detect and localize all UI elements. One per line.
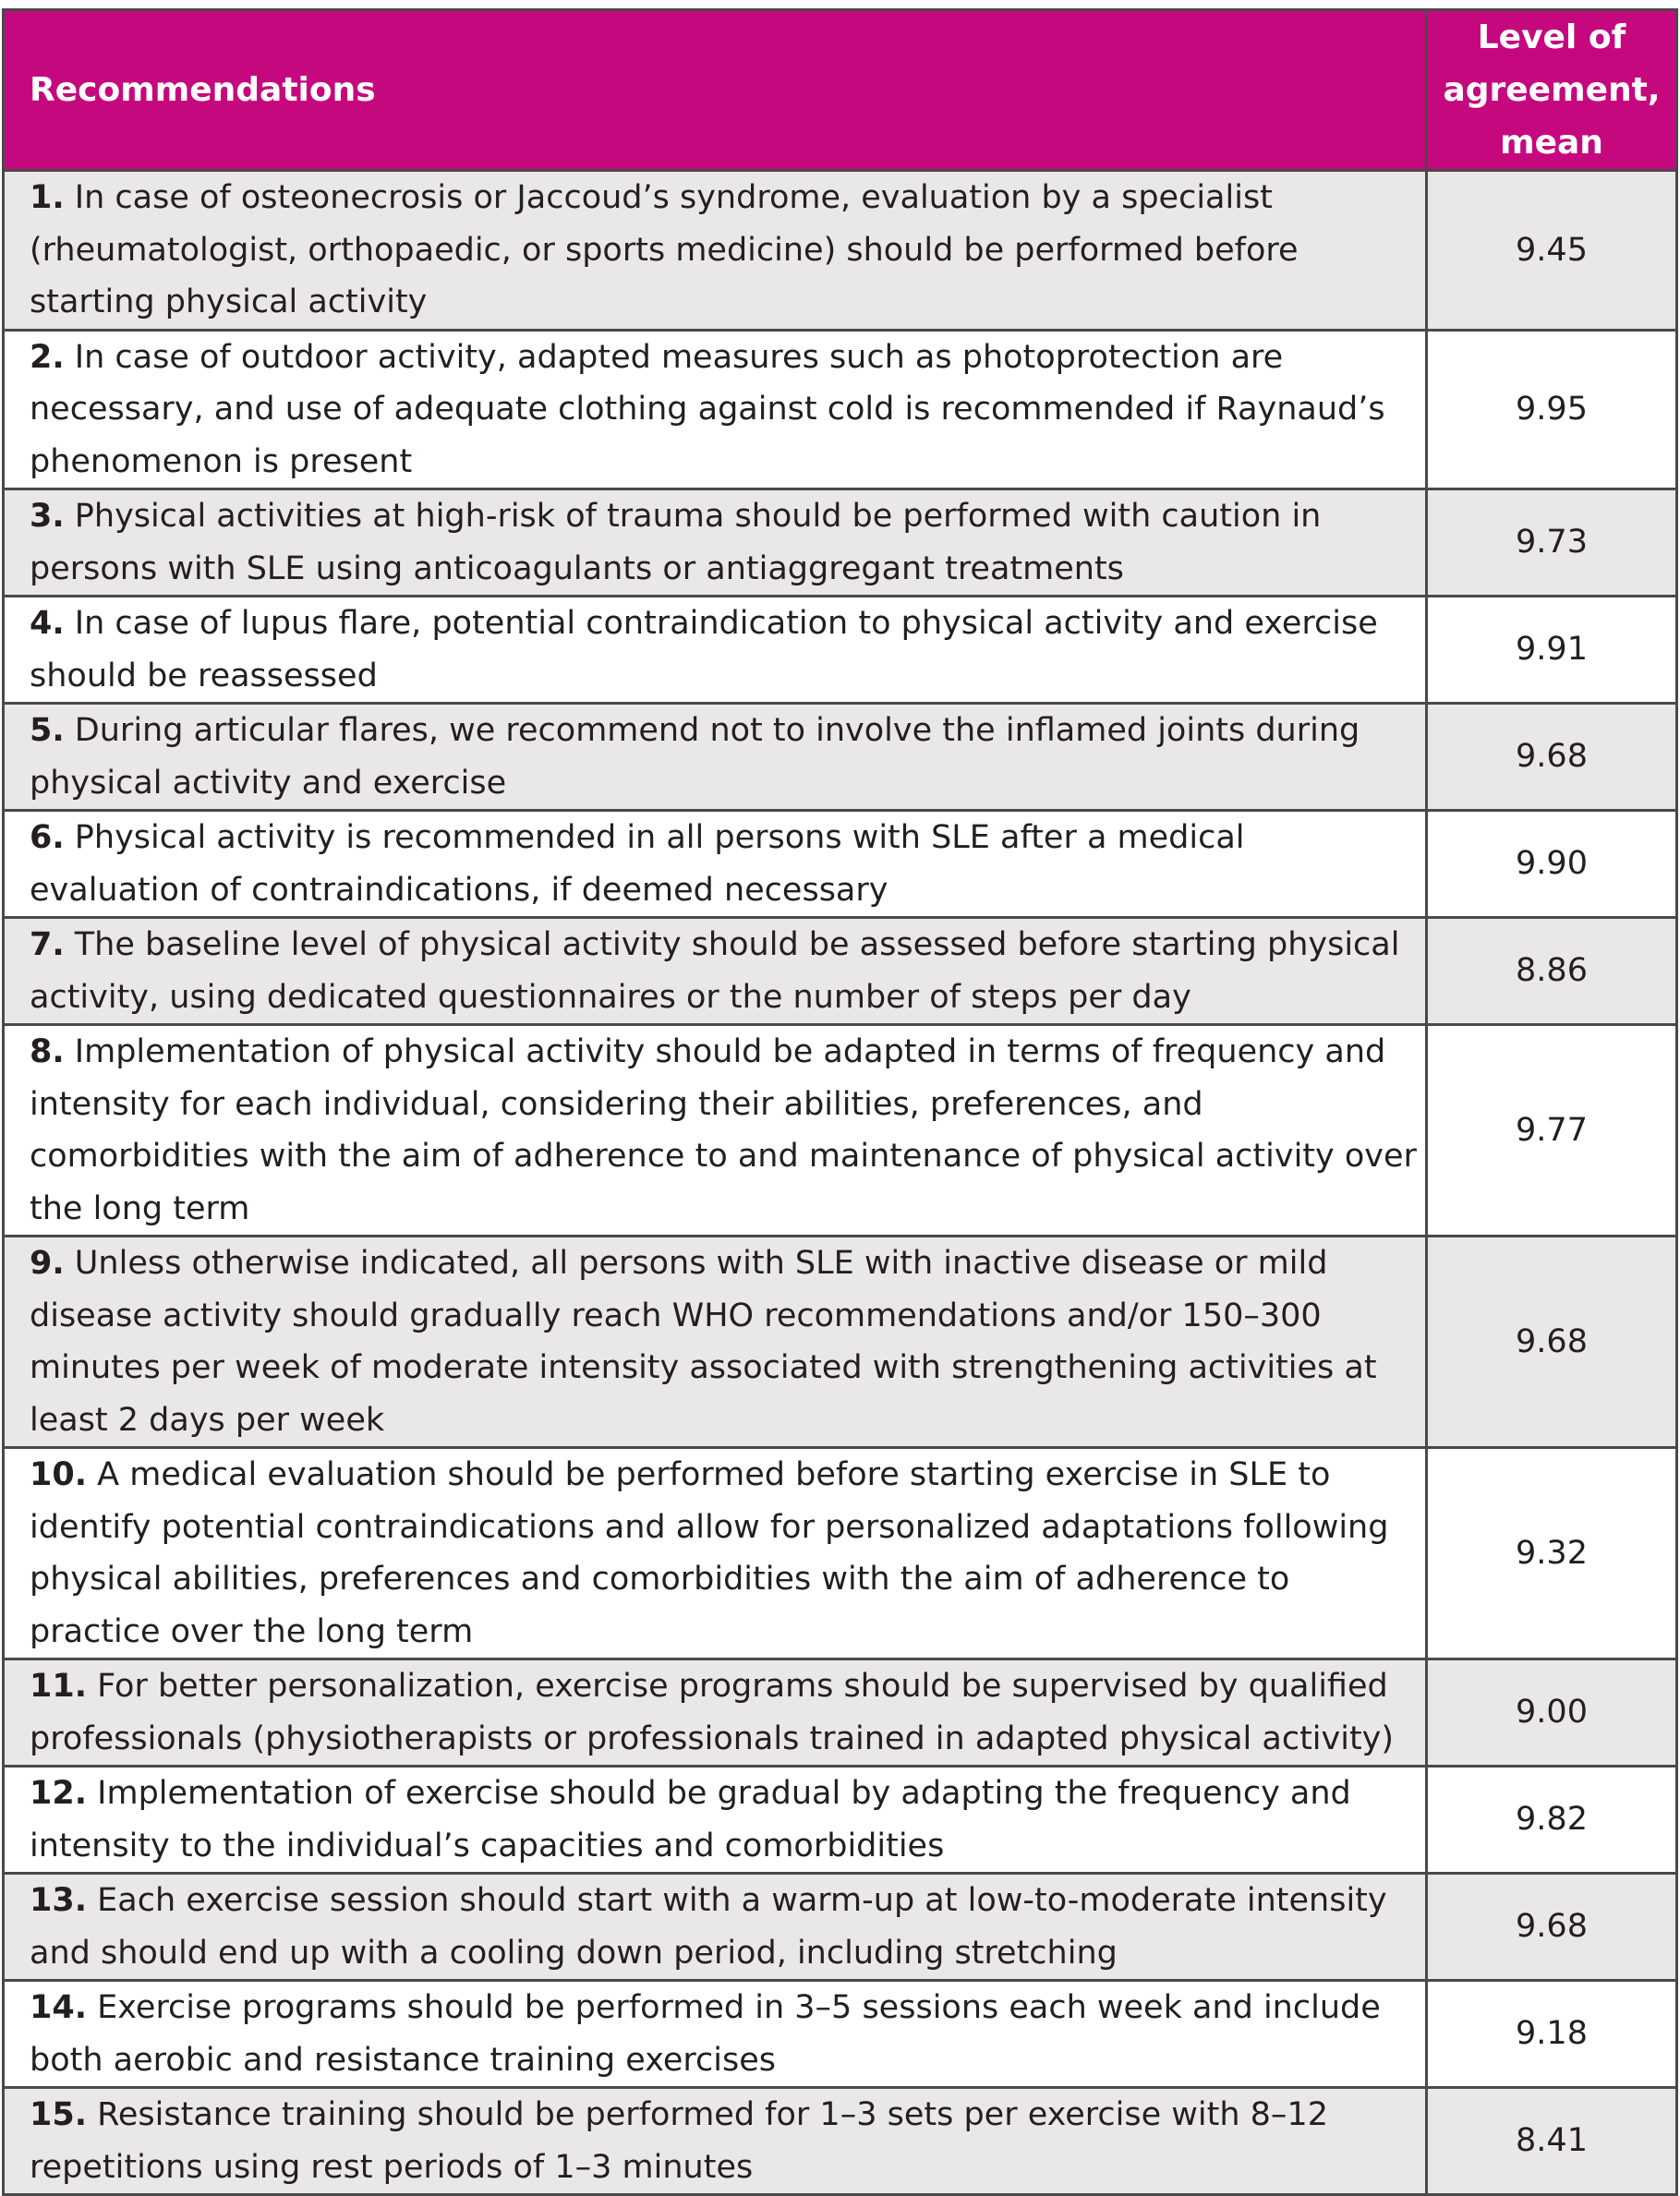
recommendation-number: 14. <box>30 1989 88 2026</box>
table-row <box>4 811 1677 918</box>
table-row <box>4 1448 1677 1659</box>
agreement-value: 9.82 <box>1427 1767 1677 1874</box>
recommendation-text: During articular flares, we recommend not to involve the inflamed joints during physical activity and exercise <box>30 712 1360 802</box>
recommendation-cell <box>4 1981 1427 2088</box>
agreement-value: 9.45 <box>1427 171 1677 331</box>
agreement-value: 8.86 <box>1427 918 1677 1025</box>
recommendation-number: 7. <box>30 926 65 963</box>
agreement-value: 9.77 <box>1427 1025 1677 1237</box>
recommendation-number: 1. <box>30 179 65 216</box>
recommendation-text: Unless otherwise indicated, all persons with SLE with inactive disease or mild disease activity should gradually reach WHO recommendations and/or 150–300 minutes per week of moderate intensity associated with strengthening activities at least 2 days per week <box>30 1245 1377 1439</box>
table-body <box>4 171 1677 2195</box>
recommendation-number: 10. <box>30 1456 88 1493</box>
recommendation-cell <box>4 489 1427 597</box>
recommendation-cell <box>4 1874 1427 1981</box>
recommendation-text: The baseline level of physical activity should be assessed before starting physical activity, using dedicated questionnaires or the number of steps per day <box>30 926 1400 1016</box>
recommendation-text: A medical evaluation should be performed before starting exercise in SLE to identify potential contraindications and allow for personalized adaptations following physical abilities, preferences and comorbidities with the aim of adherence to practice over the long term <box>30 1456 1389 1650</box>
recommendation-text: For better personalization, exercise programs should be supervised by qualified professionals (physiotherapists or professionals trained in adapted physical activity) <box>30 1668 1395 1757</box>
recommendation-number: 8. <box>30 1033 65 1070</box>
table-row <box>4 171 1677 331</box>
agreement-value: 9.91 <box>1427 597 1677 704</box>
recommendation-number: 12. <box>30 1775 88 1812</box>
recommendation-text: In case of osteonecrosis or Jaccoud’s syndrome, evaluation by a specialist (rheumatologist, orthopaedic, or sports medicine) should be performed before starting physical activity <box>30 179 1299 320</box>
table-row <box>4 597 1677 704</box>
recommendation-number: 5. <box>30 712 65 749</box>
recommendation-number: 13. <box>30 1882 88 1919</box>
recommendation-cell <box>4 918 1427 1025</box>
agreement-value: 9.95 <box>1427 330 1677 489</box>
table-row <box>4 330 1677 489</box>
table-row <box>4 1237 1677 1448</box>
recommendation-text: Each exercise session should start with a warm-up at low-to-moderate intensity and should end up with a cooling down period, including stretching <box>30 1882 1387 1972</box>
recommendation-number: 2. <box>30 338 65 376</box>
recommendation-number: 11. <box>30 1668 88 1705</box>
agreement-value: 9.73 <box>1427 489 1677 597</box>
recommendation-cell <box>4 704 1427 811</box>
agreement-value: 9.00 <box>1427 1659 1677 1767</box>
table-row <box>4 489 1677 597</box>
recommendation-cell <box>4 811 1427 918</box>
agreement-value: 9.68 <box>1427 1237 1677 1448</box>
recommendation-cell <box>4 1025 1427 1237</box>
recommendation-cell <box>4 330 1427 489</box>
recommendation-cell <box>4 597 1427 704</box>
recommendation-cell <box>4 1237 1427 1448</box>
table-row <box>4 918 1677 1025</box>
agreement-value: 9.68 <box>1427 704 1677 811</box>
recommendation-cell <box>4 171 1427 331</box>
table-header-row <box>4 10 1677 171</box>
agreement-value: 9.90 <box>1427 811 1677 918</box>
recommendation-number: 9. <box>30 1245 65 1282</box>
recommendations-table <box>2 8 1678 2196</box>
recommendation-number: 15. <box>30 2096 88 2133</box>
agreement-value: 9.32 <box>1427 1448 1677 1659</box>
table-row <box>4 1767 1677 1874</box>
recommendation-cell <box>4 1767 1427 1874</box>
recommendation-cell <box>4 1448 1427 1659</box>
table-row <box>4 1981 1677 2088</box>
recommendation-number: 3. <box>30 498 65 535</box>
recommendation-text: In case of outdoor activity, adapted measures such as photoprotection are necessary, and use of adequate clothing against cold is recommended if Raynaud’s phenomenon is present <box>30 338 1385 480</box>
table-row <box>4 704 1677 811</box>
agreement-value: 9.68 <box>1427 1874 1677 1981</box>
recommendations-column-header: Recommendations <box>4 10 1427 171</box>
table-row <box>4 1025 1677 1237</box>
agreement-value: 9.18 <box>1427 1981 1677 2088</box>
recommendation-text: Implementation of physical activity should be adapted in terms of frequency and intensity for each individual, considering their abilities, preferences, and comorbidities with the aim of adherence to and maintenance of physical activity over the long term <box>30 1033 1417 1227</box>
agreement-value: 8.41 <box>1427 2088 1677 2195</box>
recommendation-number: 6. <box>30 819 65 856</box>
recommendation-text: Implementation of exercise should be gradual by adapting the frequency and intensity to the individual’s capacities and comorbidities <box>30 1775 1351 1864</box>
recommendation-text: Physical activities at high-risk of trauma should be performed with caution in persons with SLE using anticoagulants or antiaggregant treatments <box>30 498 1322 587</box>
recommendation-text: Exercise programs should be performed in 3–5 sessions each week and include both aerobic and resistance training exercises <box>30 1989 1381 2079</box>
recommendation-text: Physical activity is recommended in all persons with SLE after a medical evaluation of contraindications, if deemed necessary <box>30 819 1245 909</box>
recommendation-text: In case of lupus flare, potential contraindication to physical activity and exercise should be reassessed <box>30 605 1378 694</box>
recommendation-text: Resistance training should be performed for 1–3 sets per exercise with 8–12 repetitions using rest periods of 1–3 minutes <box>30 2096 1328 2186</box>
level-of-agreement-column-header: Level of agreement, mean <box>1427 10 1677 171</box>
recommendation-cell <box>4 1659 1427 1767</box>
recommendation-number: 4. <box>30 605 65 642</box>
recommendation-cell <box>4 2088 1427 2195</box>
table-row <box>4 1874 1677 1981</box>
table-row <box>4 1659 1677 1767</box>
table-row <box>4 2088 1677 2195</box>
